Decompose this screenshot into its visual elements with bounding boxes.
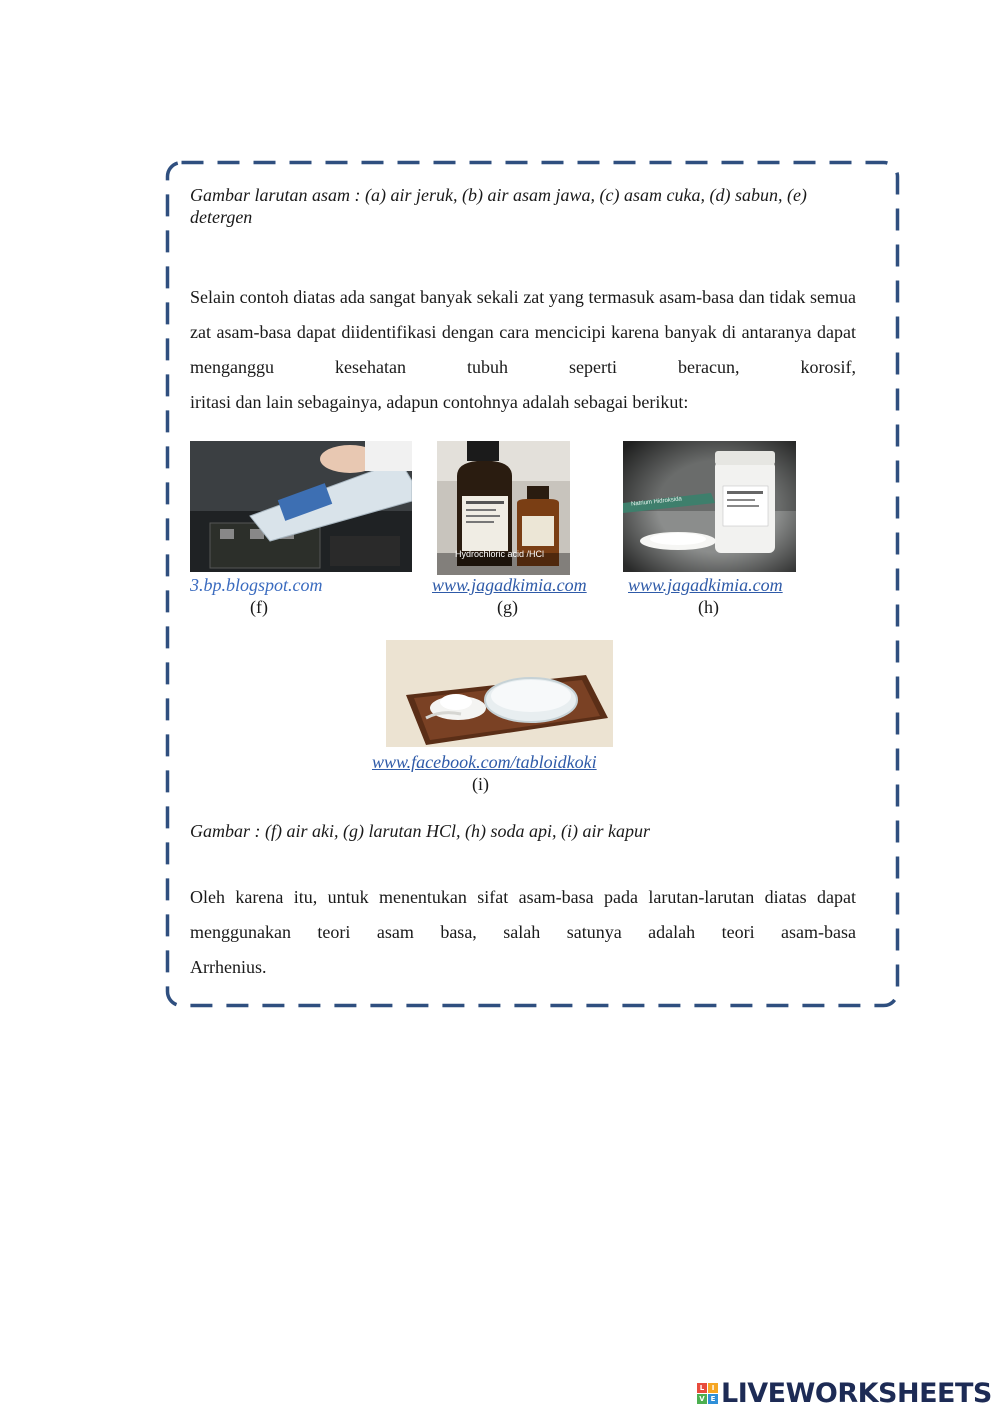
logo-letter-l: L <box>697 1383 707 1393</box>
image-label-g: (g) <box>497 597 518 617</box>
hcl-bottle-photo <box>437 441 570 575</box>
paragraph-conclusion-last-line: Arrhenius. <box>190 957 267 977</box>
logo-letter-i: I <box>708 1383 718 1393</box>
paragraph-conclusion <box>190 880 856 985</box>
lime-water-bowl-photo <box>386 640 613 747</box>
caustic-soda-photo <box>623 441 796 572</box>
logo-letter-v: V <box>697 1394 707 1404</box>
image-label-f: (f) <box>250 597 268 617</box>
liveworksheets-logo-icon <box>697 1383 718 1404</box>
source-link-i[interactable]: www.facebook.com/tabloidkoki <box>372 752 597 772</box>
source-link-f[interactable]: 3.bp.blogspot.com <box>190 575 323 595</box>
source-link-g[interactable]: www.jagadkimia.com <box>432 575 587 595</box>
paragraph-intro <box>190 280 856 420</box>
logo-letter-e: E <box>708 1394 718 1404</box>
paragraph-intro-last-line: iritasi dan lain sebagainya, adapun contohnya adalah sebagai berikut: <box>190 392 689 412</box>
image-label-i: (i) <box>472 774 489 794</box>
image-label-h: (h) <box>698 597 719 617</box>
source-link-h[interactable]: www.jagadkimia.com <box>628 575 783 595</box>
hcl-overlay-text: Hydrochloric acid /HCl <box>455 549 545 559</box>
bottom-caption: Gambar : (f) air aki, (g) larutan HCl, (h) soda api, (i) air kapur <box>190 821 650 841</box>
liveworksheets-brand[interactable] <box>697 1376 992 1410</box>
liveworksheets-wordmark: LIVEWORKSHEETS <box>721 1377 992 1409</box>
top-caption: Gambar larutan asam : (a) air jeruk, (b) air asam jawa, (c) asam cuka, (d) sabun, (e) detergen <box>190 185 807 227</box>
paragraph-conclusion-body: Oleh karena itu, untuk menentukan sifat asam-basa pada larutan-larutan diatas dapat menggunakan teori asam basa, salah satunya adalah teori asam-basa <box>190 887 856 942</box>
soda-overlay-text: Natrium Hidroksida <box>630 496 683 508</box>
battery-water-bottle-photo <box>190 441 412 572</box>
paragraph-intro-body: Selain contoh diatas ada sangat banyak sekali zat yang termasuk asam-basa dan tidak semua zat asam-basa dapat diidentifikasi dengan cara mencicipi karena banyak di antaranya dapat menganggu kesehatan tubuh seperti beracun, korosif, <box>190 287 856 377</box>
